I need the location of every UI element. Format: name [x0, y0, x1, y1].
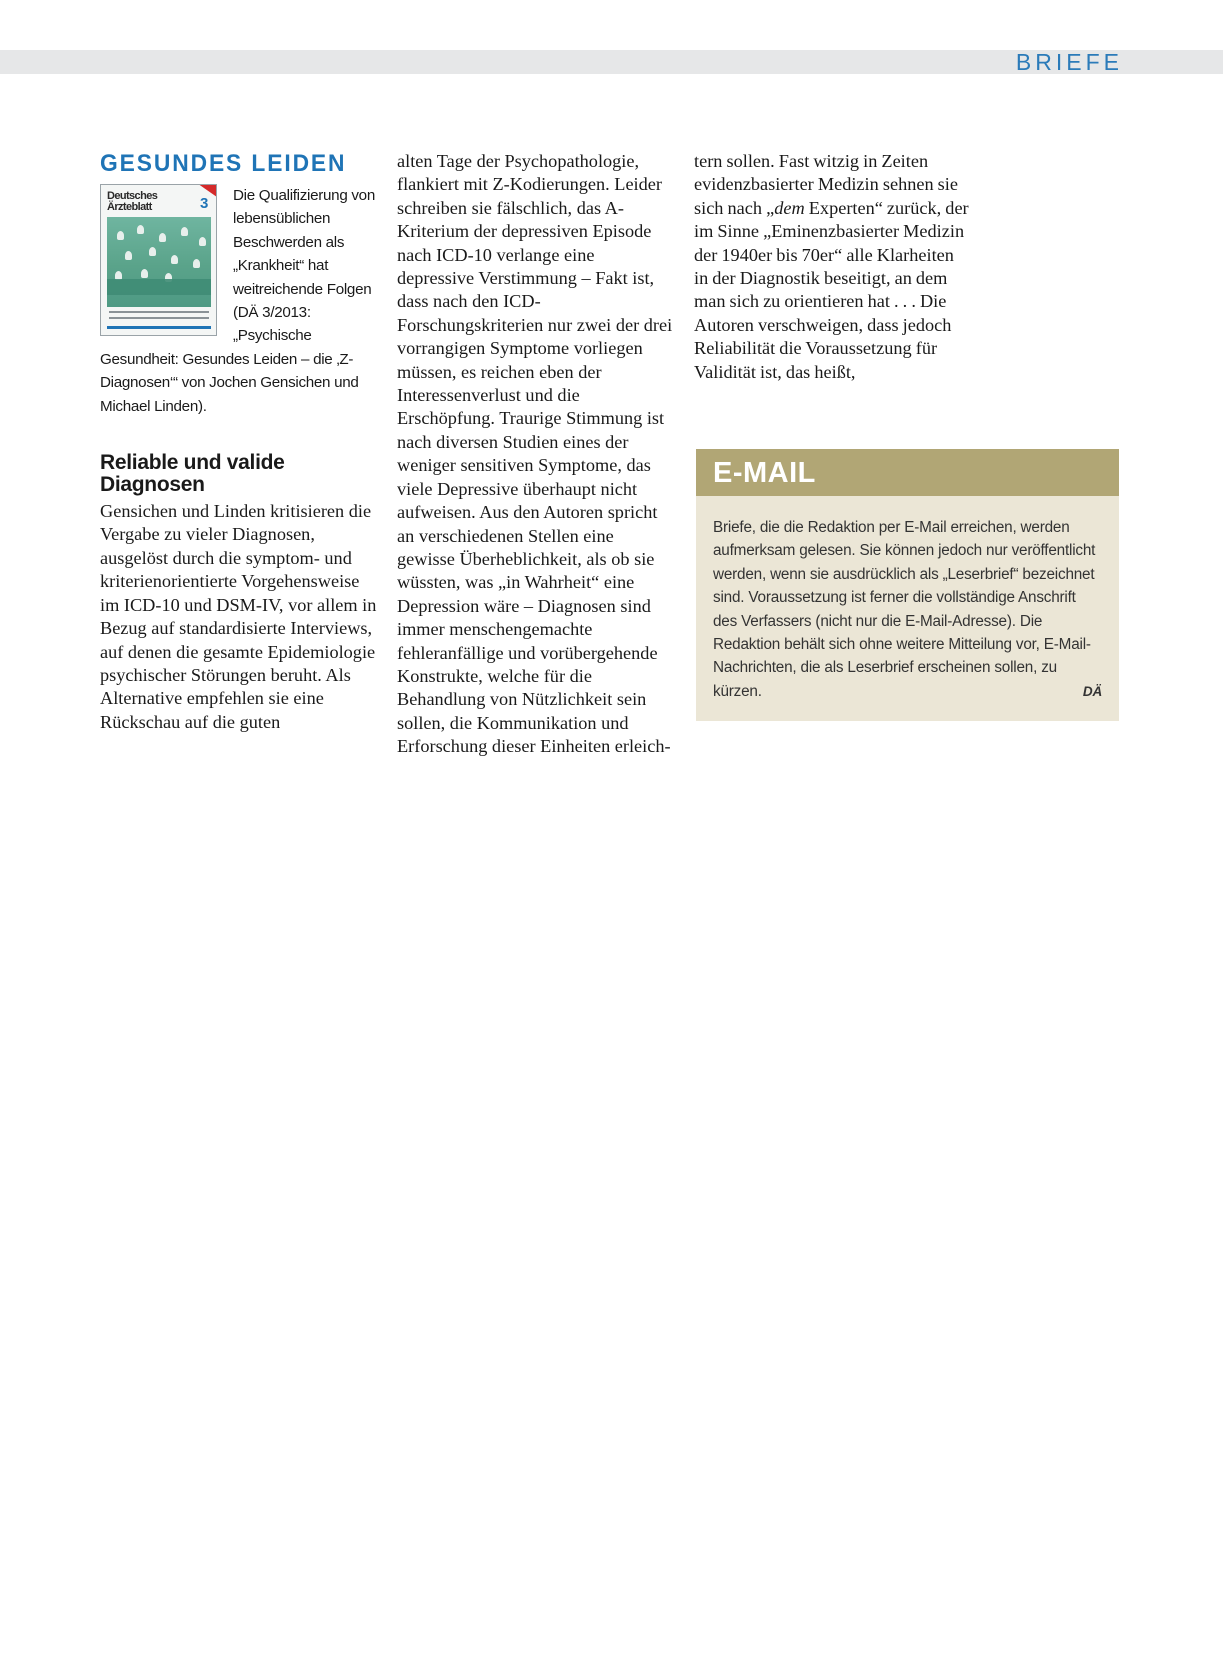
body-text-col3-a: tern sollen. Fast witzig in Zeiten evidenzbasierter Medizin sehnen sie sich nach „ — [694, 151, 958, 218]
column-1 — [100, 150, 378, 734]
cover-band — [107, 279, 211, 295]
magazine-cover-image — [100, 184, 217, 336]
cover-footer-bar — [107, 326, 211, 329]
body-text-col1: Gensichen und Linden kritisieren die Vergabe zu vieler Diagnosen, ausgelöst durch die symptom- und kriterienorientierte Vorgehensweise im ICD-10 und DSM-IV, vor allem in Bezug auf standardisierte Interviews, auf denen die gesamte Epidemiologie psychischer Störungen beruht. Als Alternative empfehlen sie eine Rückschau auf die guten — [100, 501, 377, 732]
cover-issue-number: 3 — [199, 195, 208, 212]
cover-text-lines — [109, 311, 209, 313]
cover-masthead: Deutsches Ärzteblatt — [107, 190, 158, 213]
email-box-title: E-MAIL — [696, 449, 1119, 496]
email-info-box — [696, 449, 1119, 721]
body-text-col3-b: Experten“ zurück, der im Sinne „Eminenzbasierter Medizin der 1940er bis 70er“ alle Klarheiten in der Diagnostik beseitigt, an dem man sich zu orientieren hat . . . Die Autoren verschweigen, dass jedoch Reliabilität die Voraussetzung für Validität ist, das heißt, — [694, 197, 969, 382]
letter-kicker: GESUNDES LEIDEN — [100, 150, 347, 177]
section-label: BRIEFE — [1015, 49, 1123, 75]
intro-text: Die Qualifizierung von lebensüblichen Beschwerden als „Krankheit“ hat weitreichende Folgen (DÄ 3/2013: „Psychische Gesundheit: Gesundes Leiden – die ‚Z-Diagnosen‘“ von Jochen Gensichen und Michael Linden). — [100, 187, 375, 415]
email-box-body — [696, 496, 1119, 721]
body-text-col3-emphasis: dem — [774, 197, 805, 218]
body-text-col3 — [694, 150, 972, 384]
body-text-col2: alten Tage der Psychopathologie, flankiert mit Z-Kodierungen. Leider schreiben sie fälschlich, das A-Kriterium der depressiven Episode nach ICD-10 verlange eine depressive Verstimmung – Fakt ist, dass nach den ICD-Forschungskriterien nur zwei der drei vorrangigen Symptome vorliegen müssen, es reichen eben der Interessenverlust und die Erschöpfung. Traurige Stimmung ist nach diversen Studien eines der weniger sensitiven Symptome, das viele Depressive überhaupt nicht aufweisen. Aus den Autoren spricht an verschiedenen Stellen eine gewisse Überheblichkeit, als ob sie wüssten, was „in Wahrheit“ eine Depression wäre – Diagnosen sind immer menschengemachte fehleranfällige und vorübergehende Konstrukte, welche für die Behandlung von Nützlichkeit sein sollen, die Kommunikation und Erforschung dieser Einheiten erleich- — [397, 151, 673, 757]
letter-intro — [100, 184, 378, 418]
letter-headline: Reliable und valide Diagnosen — [100, 451, 285, 497]
column-3 — [694, 150, 972, 384]
email-box-signature: DÄ — [1082, 683, 1102, 699]
email-box-text: Briefe, die die Redaktion per E-Mail erreichen, werden aufmerksam gelesen. Sie können jedoch nur veröffentlicht werden, wenn sie ausdrücklich als „Leserbrief“ bezeichnet sind. Voraussetzung ist ferner die vollständige Anschrift des Verfassers (nicht nur die E-Mail-Adresse). Die Redaktion behält sich ohne weitere Mitteilung vor, E-Mail-Nachrichten, die als Leserbrief erscheinen sollen, zu kürzen. — [713, 519, 1096, 700]
column-2 — [397, 150, 675, 759]
